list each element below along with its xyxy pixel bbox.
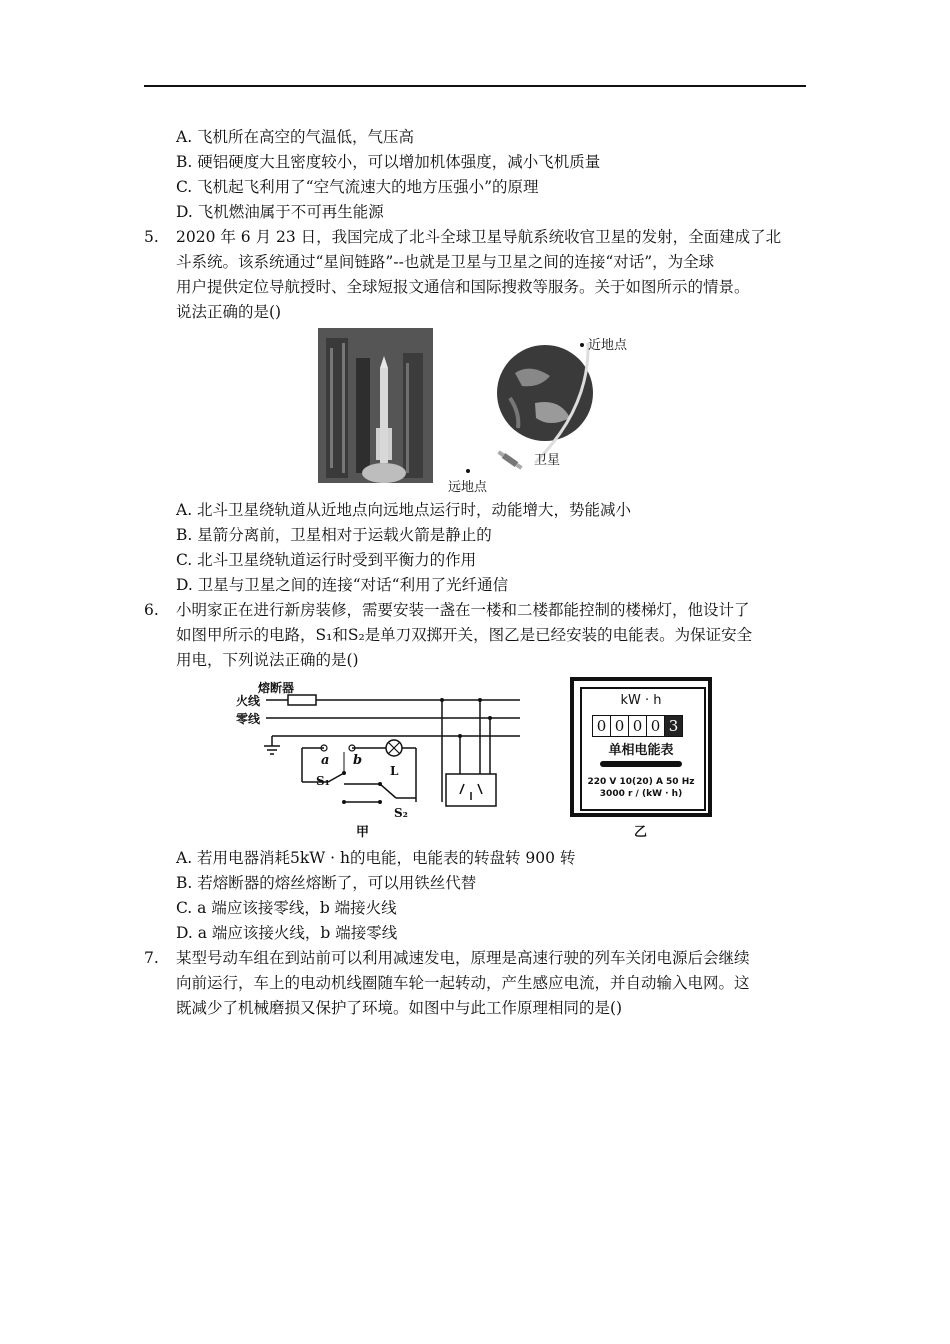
earth bbox=[497, 345, 593, 441]
terminal-b-label: b bbox=[353, 753, 363, 768]
q7-text-line: 向前运行，车上的电动机线圈随车轮一起转动，产生感应电流，并自动输入电网。这 bbox=[176, 974, 750, 992]
satellite-label: 卫星 bbox=[534, 453, 561, 468]
q4-option-b: B. 硬铝硬度大且密度较小，可以增加机体强度，减小飞机质量 bbox=[176, 153, 601, 171]
socket bbox=[446, 774, 496, 806]
near-point-dot bbox=[580, 343, 584, 347]
q5-number: 5. bbox=[144, 228, 159, 246]
meter-digit: 3 bbox=[665, 716, 682, 736]
far-point-dot bbox=[466, 469, 470, 473]
meter-digit: 0 bbox=[593, 716, 611, 736]
meter-digit: 0 bbox=[611, 716, 629, 736]
switch-s1 bbox=[328, 773, 344, 782]
far-point-label: 远地点 bbox=[448, 480, 488, 495]
q7-text-line: 既减少了机械磨损又保护了环境。如图中与此工作原理相同的是() bbox=[176, 999, 623, 1017]
q7-number: 7. bbox=[144, 949, 159, 967]
q4-option-c: C. 飞机起飞利用了“空气流速大的地方压强小”的原理 bbox=[176, 178, 539, 196]
meter-spec-1: 220 V 10(20) A 50 Hz bbox=[587, 777, 695, 787]
meter-digit: 0 bbox=[647, 716, 665, 736]
terminal-a-label: a bbox=[321, 753, 330, 768]
meter-disc bbox=[600, 761, 682, 767]
meter-digits bbox=[592, 715, 683, 737]
meter-unit: kW · h bbox=[620, 693, 662, 708]
switch-s2 bbox=[380, 784, 396, 798]
q5-text-line: 2020 年 6 月 23 日，我国完成了北斗全球卫星导航系统收官卫星的发射，全面建成了北 bbox=[176, 228, 782, 246]
q6-text-line: 小明家正在进行新房装修，需要安装一盏在一楼和二楼都能控制的楼梯灯，他设计了 bbox=[176, 601, 750, 619]
q4-option-a: A. 飞机所在高空的气温低，气压高 bbox=[176, 128, 415, 146]
q6-text-line: 如图甲所示的电路，S₁和S₂是单刀双掷开关，图乙是已经安装的电能表。为保证安全 bbox=[176, 626, 753, 644]
meter-spec-2: 3000 r / (kW · h) bbox=[599, 789, 683, 799]
q6-text-line: 用电，下列说法正确的是() bbox=[176, 651, 359, 669]
q4-option-d: D. 飞机燃油属于不可再生能源 bbox=[176, 203, 384, 221]
q5-text-line: 斗系统。该系统通过“星间链路”--也就是卫星与卫星之间的连接“对话”，为全球 bbox=[176, 253, 715, 271]
q5-text-line: 用户提供定位导航授时、全球短报文通信和国际搜救等服务。关于如图所示的情景。 bbox=[176, 278, 750, 296]
satellite-icon bbox=[497, 450, 523, 471]
q6-option-d: D. a 端应该接火线，b 端接零线 bbox=[176, 924, 398, 942]
s2-label: S₂ bbox=[394, 806, 408, 820]
q6-option-c: C. a 端应该接零线，b 端接火线 bbox=[176, 899, 397, 917]
rocket-launch-photo bbox=[318, 328, 433, 483]
neutral-wire-label: 零线 bbox=[236, 712, 261, 726]
header-rule bbox=[144, 85, 806, 87]
q5-option-b: B. 星箭分离前，卫星相对于运载火箭是静止的 bbox=[176, 526, 492, 544]
q7-text-line: 某型号动车组在到站前可以利用减速发电，原理是高速行驶的列车关闭电源后会继续 bbox=[176, 949, 750, 967]
circuit-caption: 甲 bbox=[356, 825, 370, 840]
q5-option-c: C. 北斗卫星绕轨道运行时受到平衡力的作用 bbox=[176, 551, 477, 569]
live-wire-label: 火线 bbox=[236, 694, 261, 708]
q6-option-b: B. 若熔断器的熔丝熔断了，可以用铁丝代替 bbox=[176, 874, 477, 892]
meter-digit: 0 bbox=[629, 716, 647, 736]
fuse-label: 熔断器 bbox=[258, 681, 295, 695]
electricity-meter bbox=[570, 677, 712, 817]
near-point-label: 近地点 bbox=[588, 338, 628, 353]
s1-label: S₁ bbox=[316, 774, 330, 788]
meter-caption: 乙 bbox=[634, 825, 648, 840]
q5-option-a: A. 北斗卫星绕轨道从近地点向远地点运行时，动能增大，势能减小 bbox=[176, 501, 632, 519]
q5-text-line: 说法正确的是() bbox=[176, 303, 282, 321]
q6-number: 6. bbox=[144, 601, 159, 619]
meter-name: 单相电能表 bbox=[608, 743, 674, 758]
lamp-label: L bbox=[390, 764, 399, 778]
q5-option-d: D. 卫星与卫星之间的连接“对话“利用了光纤通信 bbox=[176, 576, 509, 594]
q6-option-a: A. 若用电器消耗5kW · h的电能，电能表的转盘转 900 转 bbox=[176, 849, 576, 867]
